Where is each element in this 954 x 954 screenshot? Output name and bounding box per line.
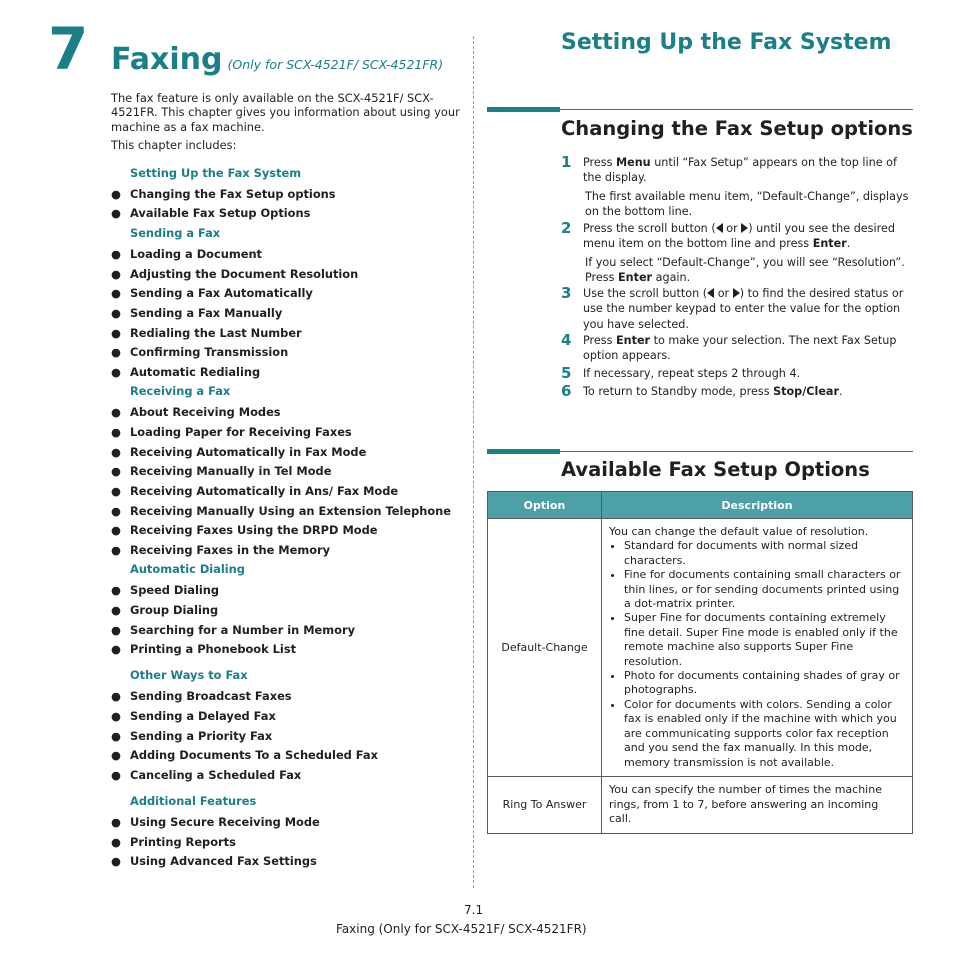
column-header-option: Option [488,492,602,519]
description-cell [602,519,913,777]
toc-item[interactable]: ● Speed Dialing [111,583,220,597]
chapter-includes: This chapter includes: [111,138,237,152]
list-item: • Super Fine for documents containing extremely fine detail. Super Fine mode is enabled only if the remote machine also supports Super Fine resolution. [624,611,904,669]
option-cell: Default-Change [488,519,602,777]
heading-rule-bar [487,449,560,454]
toc-item[interactable]: ● Automatic Redialing [111,365,261,379]
table-row [488,776,913,833]
toc-item[interactable]: ● Adding Documents To a Scheduled Fax [111,748,378,762]
step-1-note: The first available menu item, “Default-Change”, displays on the bottom line. [585,190,909,219]
toc-section-additional[interactable]: Additional Features [130,794,257,808]
page-footer: Faxing (Only for SCX-4521F/ SCX-4521FR) [336,922,587,936]
toc-item[interactable]: ● Printing Reports [111,835,236,849]
toc-item[interactable]: ● Using Secure Receiving Mode [111,815,320,829]
toc-item[interactable]: ● Receiving Automatically in Fax Mode [111,445,367,459]
step-5-text: If necessary, repeat steps 2 through 4. [583,367,801,380]
list-item: • Color for documents with colors. Sending a color fax is enabled only if the machine with which you are communicating supports color fax reception and you send the fax manually. In this mode, memory transmission is not available. [624,698,904,770]
heading-rule-bar [487,107,560,112]
list-item: • Photo for documents containing shades of gray or photographs. [624,669,904,698]
toc-item[interactable]: ● Receiving Manually Using an Extension Telephone [111,504,452,518]
toc-section-setup[interactable]: Setting Up the Fax System [130,166,302,180]
toc-item[interactable]: ● Available Fax Setup Options [111,206,311,220]
toc-section-other-ways[interactable]: Other Ways to Fax [130,668,248,682]
step-4-text: Press Enter to make your selection. The next Fax Setup option appears. [583,334,897,363]
column-divider [473,36,474,888]
toc-item[interactable]: ● Adjusting the Document Resolution [111,267,359,281]
toc-item[interactable]: ● Printing a Phonebook List [111,642,297,656]
column-header-description: Description [602,492,913,519]
resolution-list [609,539,904,770]
subheading-changing-options: Changing the Fax Setup options [561,117,913,140]
toc-item[interactable]: ● Sending a Fax Manually [111,306,283,320]
scroll-left-icon [716,223,723,233]
description-cell: You can specify the number of times the machine rings, from 1 to 7, before answering an incoming call. [602,776,913,833]
step-number: 2 [561,219,572,237]
chapter-subtitle: (Only for SCX-4521F/ SCX-4521FR) [227,57,444,72]
table-row [488,519,913,777]
toc-item[interactable]: ● Loading a Document [111,247,262,261]
subheading-available-options: Available Fax Setup Options [561,458,870,481]
toc-section-dialing[interactable]: Automatic Dialing [130,562,245,576]
step-number: 5 [561,364,572,382]
toc-item[interactable]: ● Group Dialing [111,603,219,617]
toc-item[interactable]: ● Canceling a Scheduled Fax [111,768,302,782]
chapter-title-text: Faxing [111,42,223,77]
scroll-right-icon [733,288,740,298]
page-number: 7.1 [464,903,484,917]
step-2-note: If you select “Default-Change”, you will see “Resolution”. Press Enter again. [585,256,905,285]
toc-item[interactable]: ● Redialing the Last Number [111,326,302,340]
toc-item[interactable]: ● About Receiving Modes [111,405,281,419]
toc-item[interactable]: ● Sending a Priority Fax [111,729,273,743]
toc-item[interactable]: ● Sending a Delayed Fax [111,709,276,723]
step-number: 6 [561,382,572,400]
toc-item[interactable]: ● Searching for a Number in Memory [111,623,355,637]
list-item: • Standard for documents with normal sized characters. [624,539,904,568]
toc-item[interactable]: ● Loading Paper for Receiving Faxes [111,425,352,439]
step-1-text: Press Menu until “Fax Setup” appears on the top line of the display. [583,156,897,185]
toc-item[interactable]: ● Receiving Automatically in Ans/ Fax Mode [111,484,399,498]
section-heading: Setting Up the Fax System [561,30,892,55]
chapter-intro: The fax feature is only available on the SCX-4521F/ SCX-4521FR. This chapter gives you information about using your machine as a fax machine. [111,91,460,134]
toc-item[interactable]: ● Changing the Fax Setup options [111,187,336,201]
toc-item[interactable]: ● Receiving Manually in Tel Mode [111,464,332,478]
step-number: 4 [561,331,572,349]
step-number: 3 [561,284,572,302]
table-header-row [488,492,913,519]
fax-options-table [487,491,913,834]
chapter-number: 7 [48,15,89,83]
toc-item[interactable]: ● Receiving Faxes in the Memory [111,543,331,557]
toc-item[interactable]: ● Using Advanced Fax Settings [111,854,317,868]
list-item: • Fine for documents containing small characters or thin lines, or for sending documents printed using a dot-matrix printer. [624,568,904,611]
toc-section-sending[interactable]: Sending a Fax [130,226,221,240]
chapter-title [111,42,443,77]
step-6-text: To return to Standby mode, press Stop/Clear. [583,385,843,398]
toc-item[interactable]: ● Sending Broadcast Faxes [111,689,292,703]
step-number: 1 [561,153,572,171]
option-cell: Ring To Answer [488,776,602,833]
toc-item[interactable]: ● Sending a Fax Automatically [111,286,313,300]
toc-section-receiving[interactable]: Receiving a Fax [130,384,231,398]
step-2-text: Press the scroll button ( or ) until you see the desired menu item on the bottom line and press Enter. [583,222,895,251]
toc-item[interactable]: ● Receiving Faxes Using the DRPD Mode [111,523,378,537]
step-3-text: Use the scroll button ( or ) to find the desired status or use the number keypad to enter the value for the option you have selected. [583,287,904,331]
description-intro: You can change the default value of resolution. [609,525,869,538]
toc-item[interactable]: ● Confirming Transmission [111,345,289,359]
